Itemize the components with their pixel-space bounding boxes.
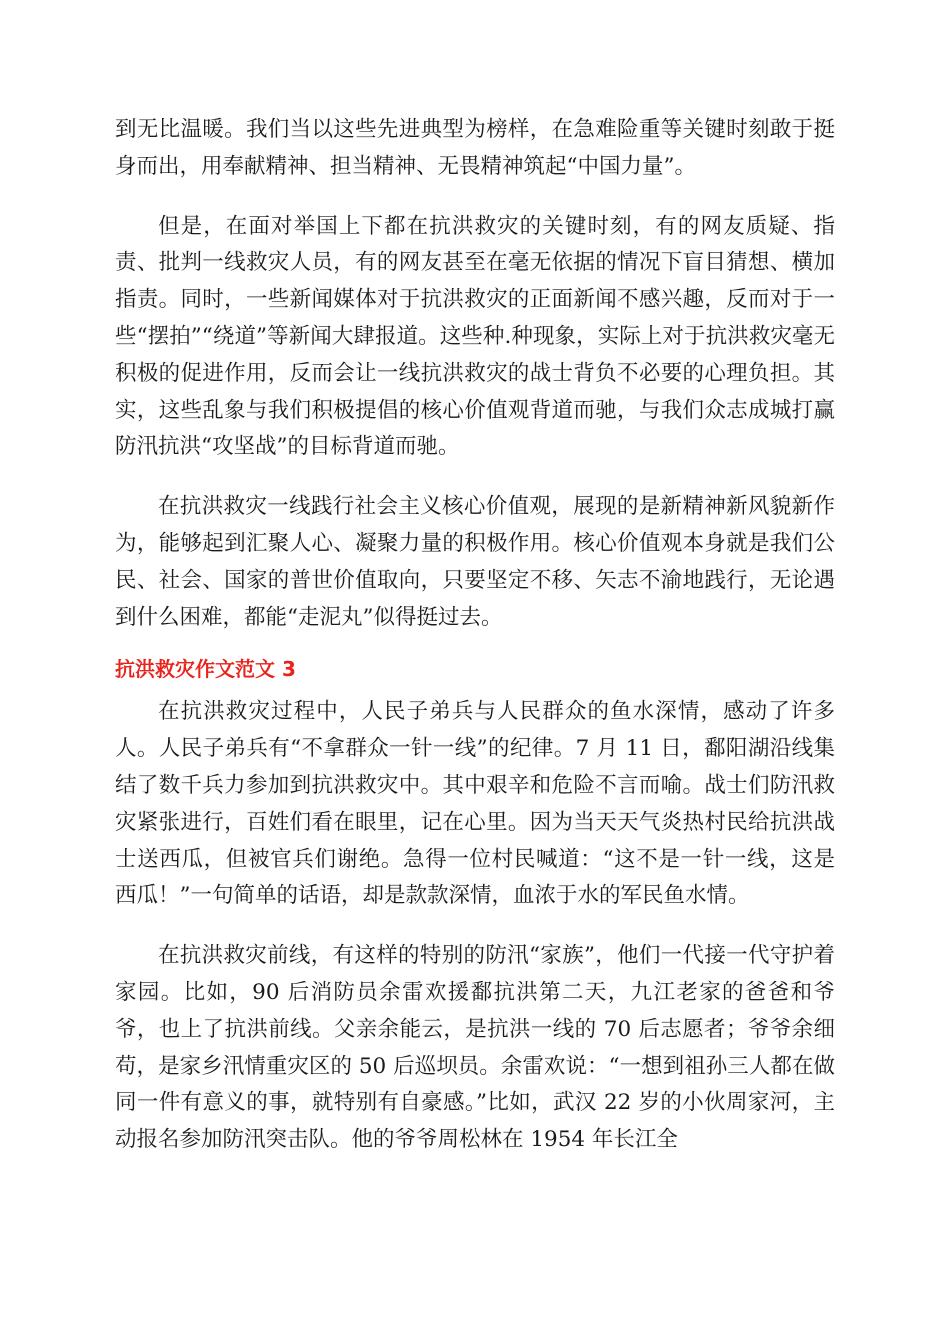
paragraph-flood-family: 在抗洪救灾前线，有这样的特别的防汛“家族”，他们一代接一代守护着家园。比如，90 后消防员余雷欢援鄱抗洪第二天，九江老家的爸爸和爷爷，也上了抗洪前线。父亲余能云，是抗洪一线的 70 后志愿者；爷爷余细苟，是家乡汛情重灾区的 50 后巡坝员。余雷欢说：“一想到祖孙三人都在做同一件有意义的事，就特别有自豪感。”比如，武汉 22 岁的小伙周家河，主动报名参加防汛突击队。他的爷爷周松林在 1954 年长江全: [115, 943, 835, 1153]
paragraph-core-values: 在抗洪救灾一线践行社会主义核心价值观，展现的是新精神新风貌新作为，能够起到汇聚人心、凝聚力量的积极作用。核心价值观本身就是我们公民、社会、国家的普世价值取向，只要坚定不移、矢志不渝地践行，无论遇到什么困难，都能“走泥丸”似得挺过去。: [115, 494, 835, 630]
paragraph-continuation: 到无比温暖。我们当以这些先进典型为榜样，在急难险重等关键时刻敢于挺身而出，用奉献精神、担当精神、无畏精神筑起“中国力量”。: [115, 117, 835, 179]
paragraph-military-civilian: 在抗洪救灾过程中，人民子弟兵与人民群众的鱼水深情，感动了许多人。人民子弟兵有“不拿群众一针一线”的纪律。7 月 11 日，鄱阳湖沿线集结了数千兵力参加到抗洪救灾中。其中艰辛和危险不言而喻。战士们防汛救灾紧张进行，百姓们看在眼里，记在心里。因为当天天气炎热村民给抗洪战士送西瓜，但被官兵们谢绝。急得一位村民喊道：“这不是一针一线，这是西瓜！”一句简单的话语，却是款款深情，血浓于水的军民鱼水情。: [115, 699, 835, 909]
document-page: [115, 112, 835, 1182]
paragraph-criticism: 但是，在面对举国上下都在抗洪救灾的关键时刻，有的网友质疑、指责、批判一线救灾人员，有的网友甚至在毫无依据的情况下盲目猜想、横加指责。同时，一些新闻媒体对于抗洪救灾的正面新闻不感兴趣，反而对于一些“摆拍”“绕道”等新闻大肆报道。这些种.种现象，实际上对于抗洪救灾毫无积极的促进作用，反而会让一线抗洪救灾的战士背负不必要的心理负担。其实，这些乱象与我们积极提倡的核心价值观背道而驰，与我们众志成城打赢防汛抗洪“攻坚战”的目标背道而驰。: [115, 213, 835, 460]
section-heading: 抗洪救灾作文范文 3: [115, 657, 296, 682]
